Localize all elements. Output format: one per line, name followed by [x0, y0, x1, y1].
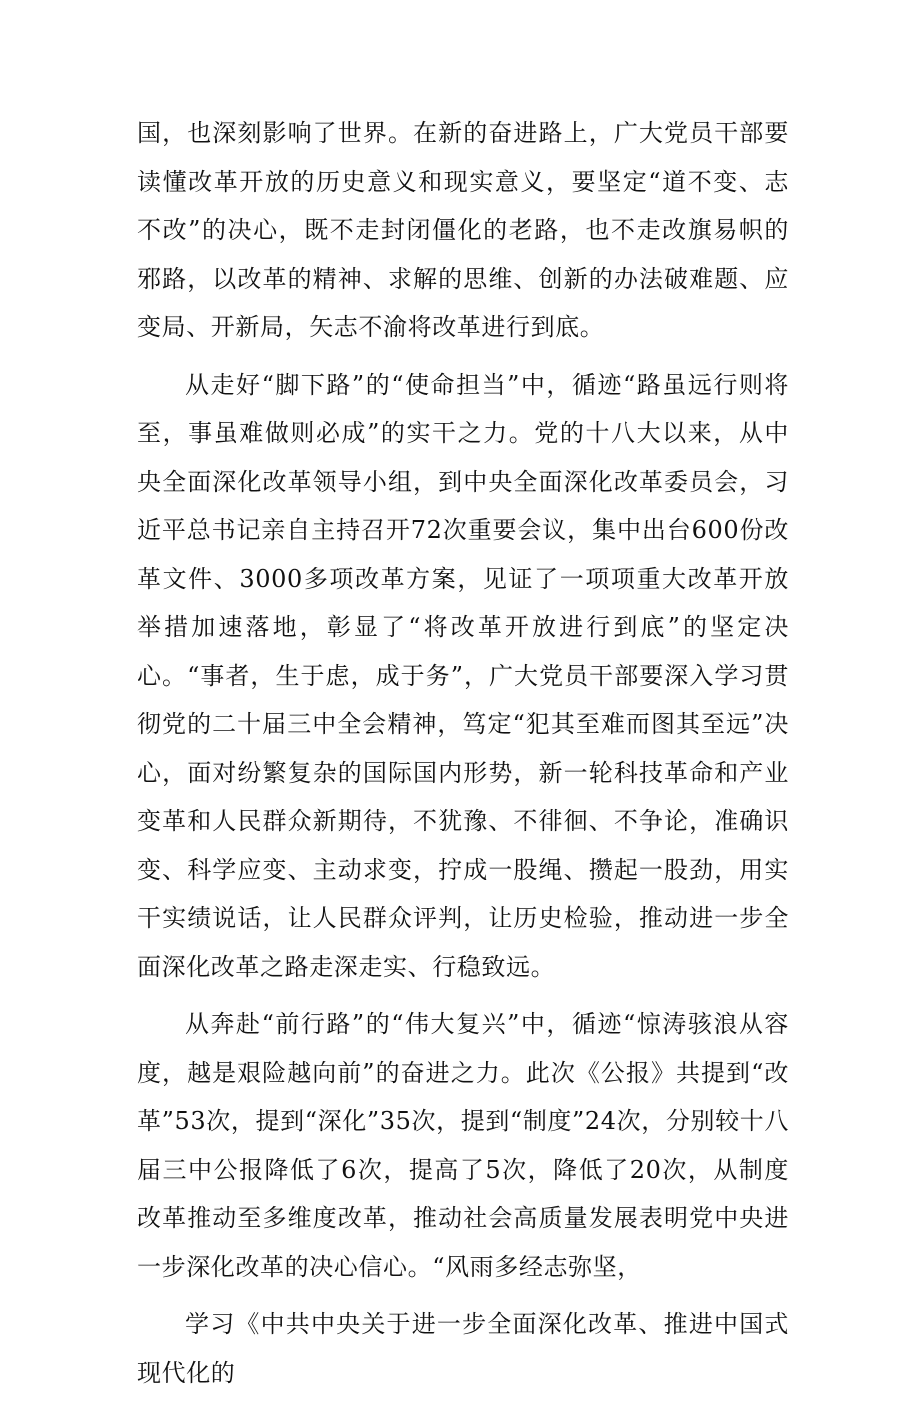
paragraph-4: 学习《中共中央关于进一步全面深化改革、推进中国式现代化的	[137, 1310, 789, 1387]
paragraph-1: 国，也深刻影响了世界。在新的奋进路上，广大党员干部要读懂改革开放的历史意义和现实意义，要坚定“道不变、志不改”的决心，既不走封闭僵化的老路，也不走改旗易帜的邪路，以改革的精神、求解的思维、创新的办法破难题、应变局、开新局，矢志不渝将改革进行到底。	[137, 119, 789, 341]
paragraph-2: 从走好“脚下路”的“使命担当”中，循迹“路虽远行则将至，事虽难做则必成”的实干之力。党的十八大以来，从中央全面深化改革领导小组，到中央全面深化改革委员会，习近平总书记亲自主持召开72次重要会议，集中出台600份改革文件、3000多项改革方案，见证了一项项重大改革开放举措加速落地，彰显了“将改革开放进行到底”的坚定决心。“事者，生于虑，成于务”，广大党员干部要深入学习贯彻党的二十届三中全会精神，笃定“犯其至难而图其至远”决心，面对纷繁复杂的国际国内形势，新一轮科技革命和产业变革和人民群众新期待，不犹豫、不徘徊、不争论，准确识变、科学应变、主动求变，拧成一股绳、攒起一股劲，用实干实绩说话，让人民群众评判，让历史检验，推动进一步全面深化改革之路走深走实、行稳致远。	[137, 370, 789, 981]
article-body	[137, 109, 789, 1406]
paragraph-3: 从奔赴“前行路”的“伟大复兴”中，循迹“惊涛骇浪从容度，越是艰险越向前”的奋进之力。此次《公报》共提到“改革”53次，提到“深化”35次，提到“制度”24次，分别较十八届三中公报降低了6次，提高了5次，降低了20次，从制度改革推动至多维度改革，推动社会高质量发展表明党中央进一步深化改革的决心信心。“风雨多经志弥坚，	[137, 1010, 789, 1281]
